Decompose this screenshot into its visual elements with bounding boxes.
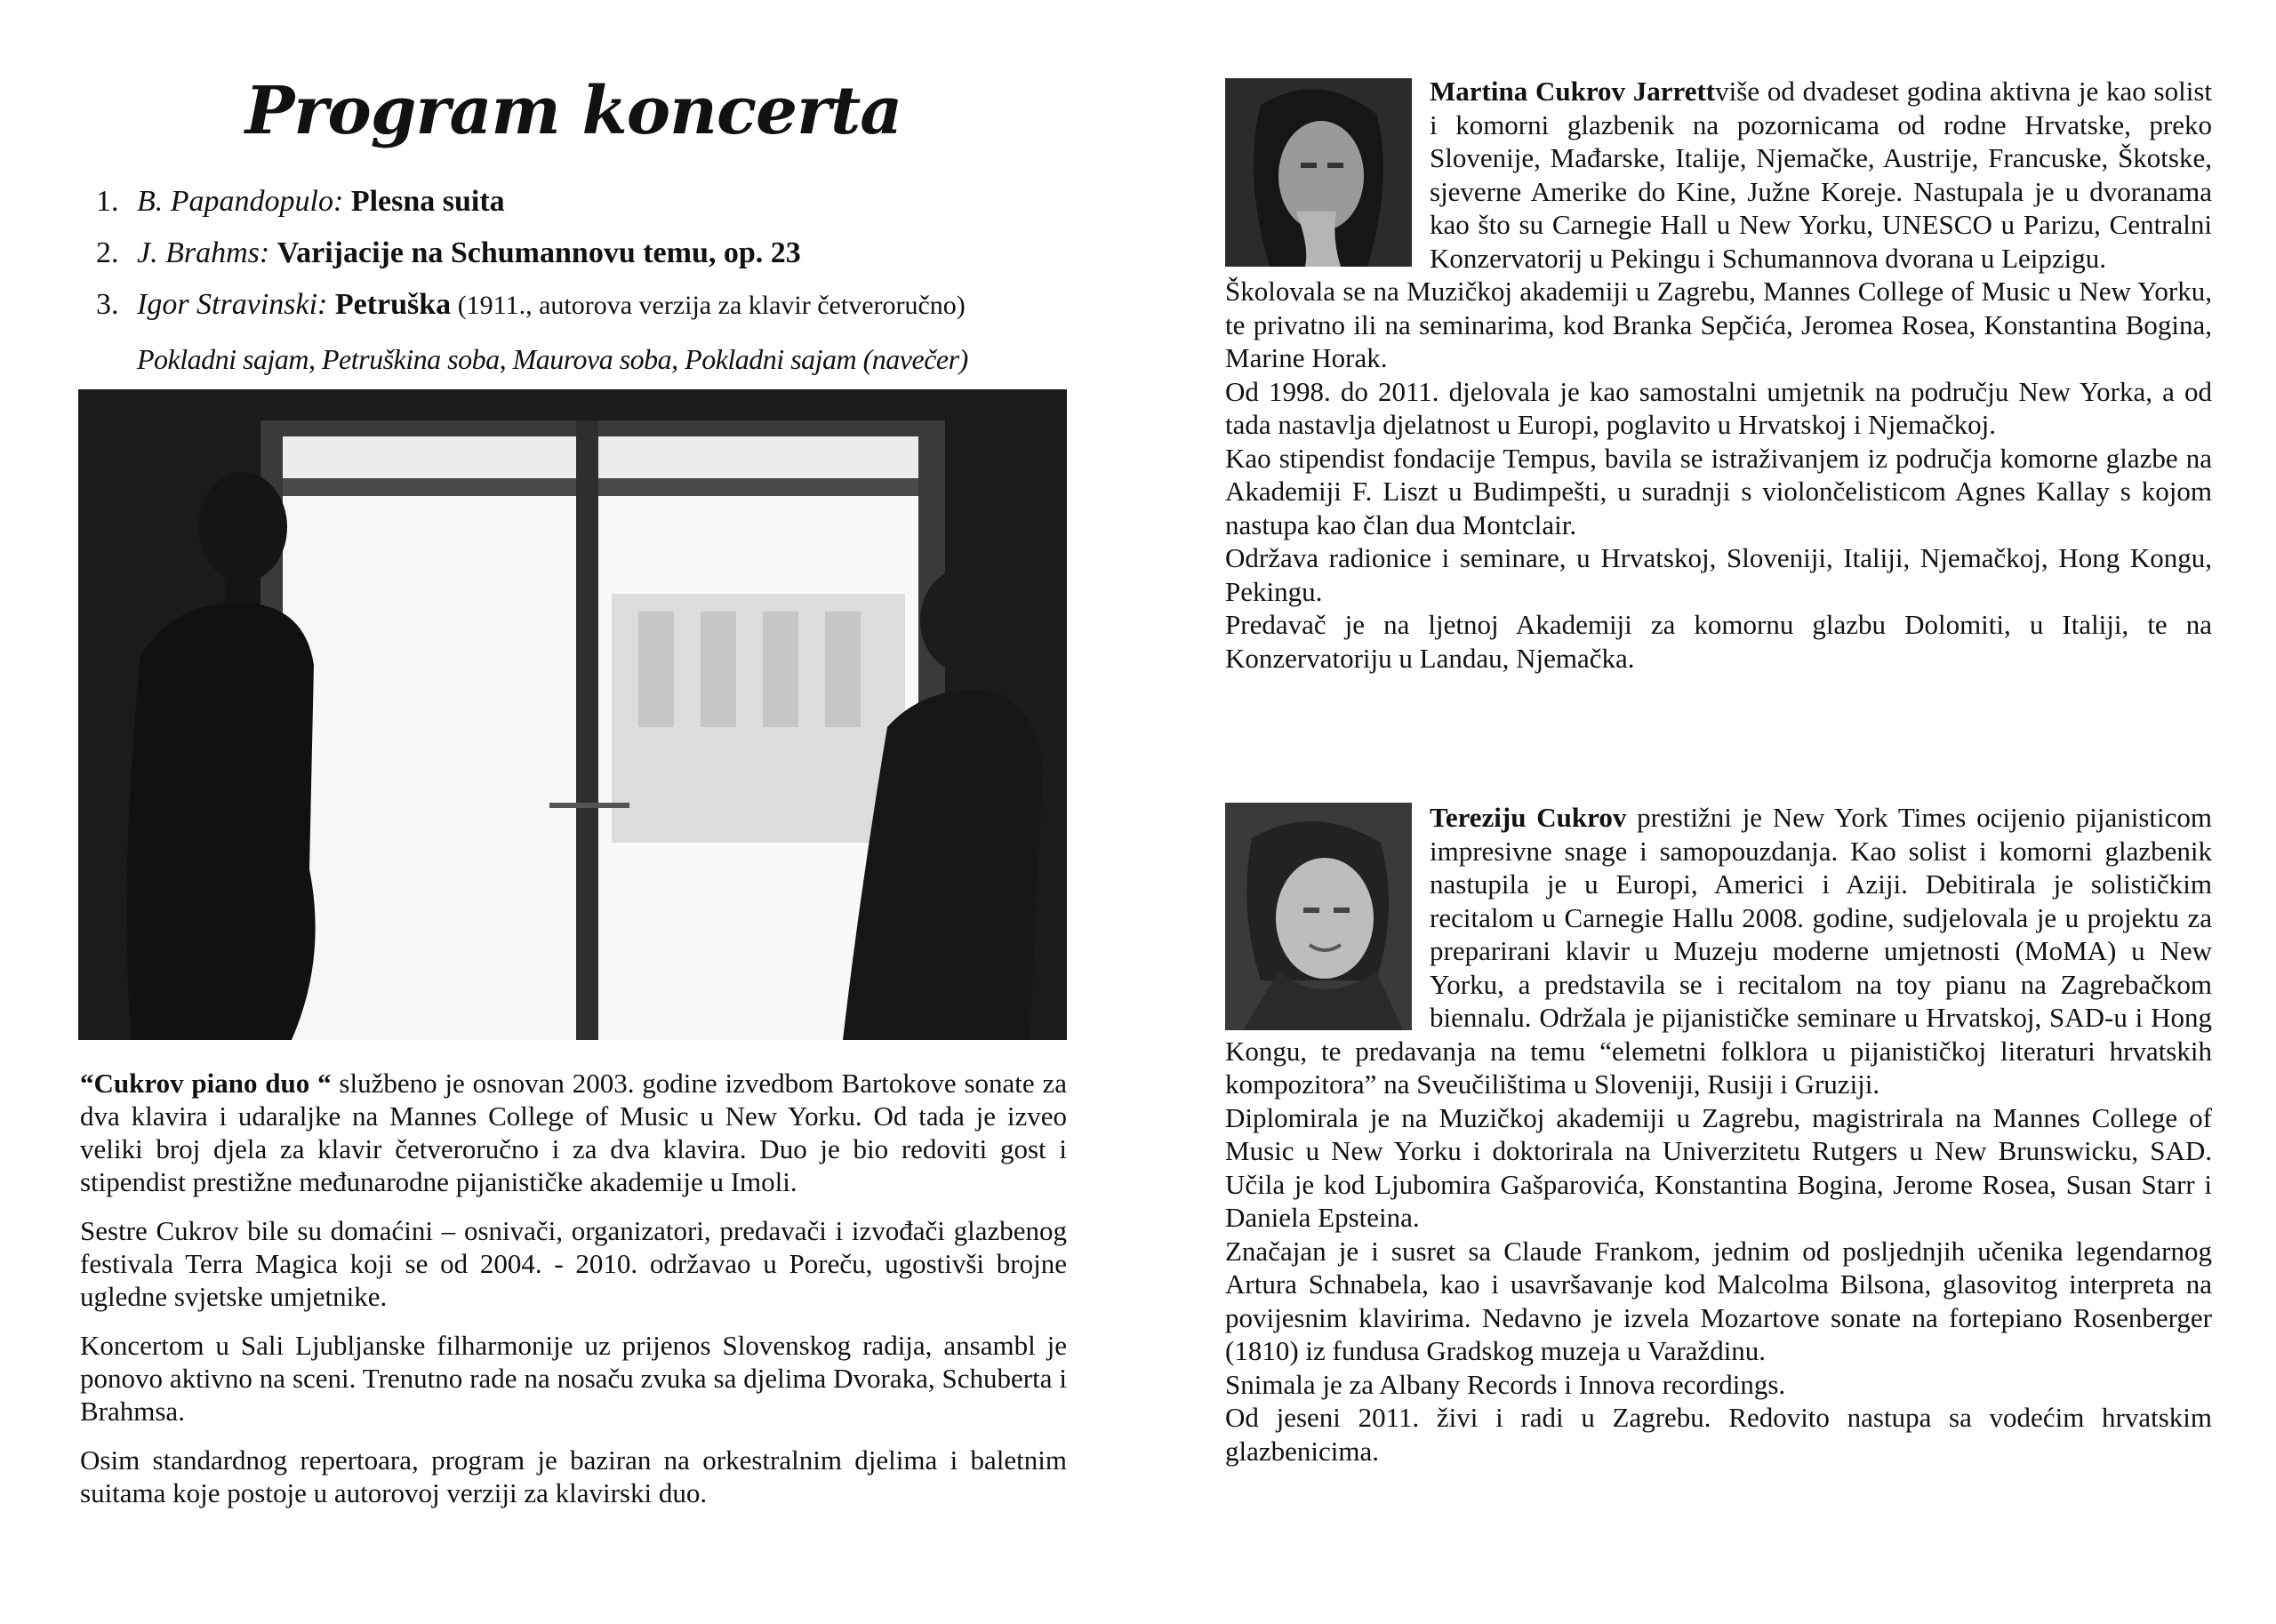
item-work: Plesna suita [350,185,505,218]
portrait-martina [1225,78,1412,267]
duo-paragraph: Koncertom u Sali Ljubljanske filharmonije uz prijenos Slovenskog radija, ansambl je ponovo aktivno na sceni. Trenutno rade na nosaču zvuka sa djelima Dvoraka, Schuberta i Brahmsa. [80,1330,1067,1427]
bio-paragraph: Predavač je na ljetnoj Akademiji za komornu glazbu Dolomiti, u Italiji, te na Konzervatoriju u Landau, Njemačka. [1225,609,2212,674]
bio-paragraph: Održava radionice i seminare, u Hrvatskoj, Sloveniji, Italiji, Njemačkoj, Hong Kongu, Pekingu. [1225,542,2212,607]
item-number: 1. [96,185,119,218]
duo-photo [78,389,1067,1040]
bio-paragraph: Kao stipendist fondacije Tempus, bavila se istraživanjem iz područja komorne glazbe na Akademiji F. Liszt u Budimpešti, u suradnji s violončelisticom Agnes Kallay s kojom nastupa kao član dua Montclair. [1225,442,2212,540]
bio-paragraph: Diplomirala je na Muzičkoj akademiji u Zagrebu, magistrirala na Mannes College of Music u New Yorku i doktorirala na Univerzitetu Rutgers u New Brunswicku, SAD. Učila je kod Ljubomira Gašparovića, Konstantina Bogina, Jerome Rosea, Susan Starr i Daniela Epsteina. [1225,1101,2212,1233]
bio-martina [1225,75,2212,675]
movements-list: Pokladni sajam, Petruškina soba, Maurova soba, Pokladni sajam (navečer) [137,343,968,375]
item-number: 2. [96,236,119,269]
bio-name: Martina Cukrov Jarrett [1430,76,1716,107]
program-item [96,176,1067,228]
item-work: Varijacije na Schumannovu temu, op. 23 [276,236,801,269]
item-extra: (1911., autorova verzija za klavir četveroručno) [451,291,966,320]
bio-name: Tereziju Cukrov [1430,802,1627,833]
item-composer: B. Papandopulo: [137,185,344,218]
portrait-terezija [1225,803,1412,1030]
bio-paragraph: Značajan je i susret sa Claude Frankom, jednim od posljednjih učenika legendarnog Artura Schnabela, kao i usavršavanje kod Malcolma Bilsona, glasovitog interpreta na povijesnim klavirima. Nedavno je izvela Mozartove sonate na fortepiano Rosenberger (1810) iz fundusa Gradskog muzeja u Varaždinu. [1225,1235,2212,1366]
bio-terezija [1225,801,2212,1468]
program-section [80,62,1067,387]
item-composer: Igor Stravinski: [137,288,328,321]
bio-paragraph: Snimala je za Albany Records i Innova recordings. [1225,1368,1786,1400]
bio-text: prestižni je New York Times ocijenio pijanisticom impresivne snage i samopouzdanja. Kao solist i komorni glazbenik nastupila je u Europi, Americi i Aziji. Debitirala je solističkim recitalom u Carnegie Hallu 2008. godine, sudjelovala je u projektu za preparirani klavir u Muzeju moderne umjetnosti (MoMA) u New Yorku, a predstavila se i recitalom na toy pianu na Zagrebačkom biennalu. Održala je pijanističke seminare u Hrvatskoj, SAD-u i Hong Kongu, te predavanja na temu “elemetni folklora u pijanističkoj literaturi hrvatskih kompozitora” na Sveučilištima u Sloveniji, Rusiji i Gruziji. [1225,802,2212,1100]
duo-paragraph: Sestre Cukrov bile su domaćini – osnivači, organizatori, predavači i izvođači glazbenog festivala Terra Magica koji se od 2004. - 2010. održavao u Poreču, ugostivši brojne ugledne svjetske umjetnike. [80,1215,1067,1312]
bio-paragraph: Školovala se na Muzičkoj akademiji u Zagrebu, Mannes College of Music u New Yorku, te privatno ili na seminarima, kod Branka Sepčića, Jeromea Rosea, Konstantina Bogina, Marine Horak. [1225,276,2212,373]
bio-text: više od dvadeset godina aktivna je kao solist i komorni glazbenik na pozornicama od rodne Hrvatske, preko Slovenije, Mađarske, Italije, Njemačke, Austrije, Francuske, Škotske, sjeverne Amerike do Kine, Južne Koreje. Nastupala je u dvoranama kao što su Carnegie Hall u New Yorku, UNESCO u Parizu, Centralni Konzervatorij u Pekingu i Schumannova dvorana u Leipzigu. [1430,76,2212,274]
duo-description [80,1067,1067,1525]
item-work: Petruška [334,288,452,321]
duo-text: službeno je osnovan 2003. godine izvedbom Bartokove sonate za dva klavira i udaraljke na Mannes College of Music u New Yorku. Od tada je izveo veliki broj djela za klavir četveroručno i za dva klavira. Duo je bio redoviti gost i stipendist prestižne međunarodne pijanističke akademije u Imoli. [80,1068,1067,1197]
program-item [96,228,1067,279]
program-item [96,279,1067,332]
item-composer: J. Brahms: [137,236,270,269]
bio-paragraph: Od 1998. do 2011. djelovala je kao samostalni umjetnik na području New Yorka, a od tada nastavlja djelatnost u Europi, poglavito u Hrvatskoj i Njemačkoj. [1225,375,2212,440]
duo-paragraph [80,1067,1067,1198]
duo-name: “Cukrov piano duo “ [80,1068,332,1099]
duo-paragraph: Osim standardnog repertoara, program je baziran na orkestralnim djelima i baletnim suitama koje postoje u autorovoj verziji za klavirski duo. [80,1444,1067,1508]
program-title: Program koncerta [244,73,902,149]
bio-paragraph: Od jeseni 2011. živi i radi u Zagrebu. Redovito nastupa sa vodećim hrvatskim glazbenicima. [1225,1402,2212,1467]
item-number: 3. [96,288,119,321]
program-list [80,176,1067,332]
